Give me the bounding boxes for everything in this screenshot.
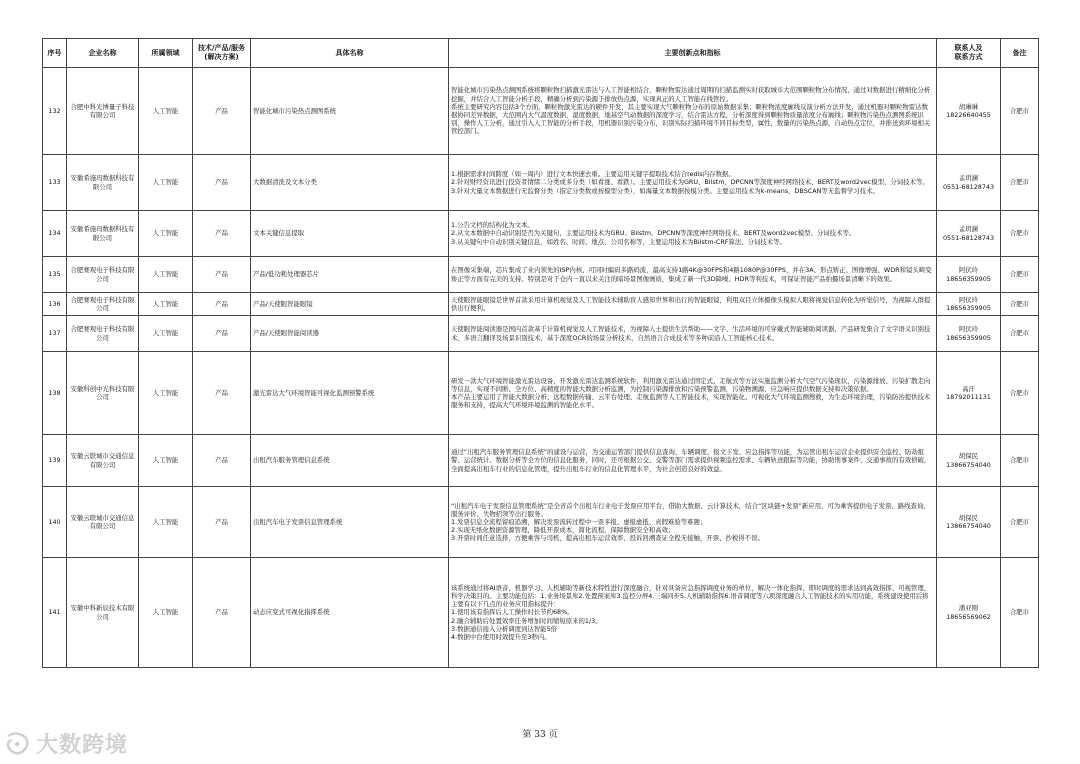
product-name: 出租汽车电子发票信息管理系统 xyxy=(251,487,449,558)
field-domain: 人工智能 xyxy=(139,68,193,155)
table-row xyxy=(43,68,1039,155)
contact-info: 孟玥澜 0551-68128743 xyxy=(937,155,1001,211)
product-type: 产品 xyxy=(193,257,251,293)
row-number: 134 xyxy=(43,211,67,257)
field-domain: 人工智能 xyxy=(139,316,193,352)
header-row xyxy=(43,39,1039,68)
product-type: 产品 xyxy=(193,435,251,487)
header-cell: 序号 xyxy=(43,39,67,68)
innovation-detail: 在图像采集端，芯片集成了业内领先的ISP内核，可同时编码多路码流，最高支持1路4K@30FPS和4路1080P@30FPS，并在3A、形点矫正、图像增强、WDR和镜头畸变矫正等方面有完美的支持。特别是对于仓内一直以来关注的暗场景图像画质，集成了新一代3D降噪、HDR等利技术，可保证智能产品拍摄场景清晰下的效果。 xyxy=(449,257,937,293)
company-name: 合肥中科光博量子科技有限公司 xyxy=(67,68,139,155)
row-number: 132 xyxy=(43,68,67,155)
header-cell: 联系人及 联系方式 xyxy=(937,39,1001,68)
row-number: 137 xyxy=(43,316,67,352)
field-domain: 人工智能 xyxy=(139,558,193,668)
field-domain: 人工智能 xyxy=(139,155,193,211)
company-name: 安徽中科新辰技术有限公司 xyxy=(67,558,139,668)
innovation-detail: 天使眼智能阅读器是国内首款基于计算机视觉及人工智能技术，为视障人士提供生活帮助——文字、生活环境的可穿戴式智能辅助阅读器，产品研发集合了文字语义识别技术、多语言翻译及场景识别技术，基于深度OCR的场景分析技术，自然语言合成技术等多种前沿人工智能核心技术。 xyxy=(449,316,937,352)
product-name: 文本关键信息提取 xyxy=(251,211,449,257)
contact-info: 潘亚刚 18656569062 xyxy=(937,558,1001,668)
remark: 合肥市 xyxy=(1001,257,1039,293)
header-cell: 技术/产品/服务 (解决方案) xyxy=(193,39,251,68)
product-name: 出租汽车服务管理信息系统 xyxy=(251,435,449,487)
field-domain: 人工智能 xyxy=(139,257,193,293)
company-name: 合肥赛观电子科技有限公司 xyxy=(67,257,139,293)
row-number: 141 xyxy=(43,558,67,668)
product-name: 产品/天使眼智能眼镜 xyxy=(251,293,449,316)
innovation-detail: 通过“出租汽车服务管理信息系统”的建设与运营，为交通运管部门提供信息查询、车辆调度、报文下发、应急指挥等功能，为运管出租车运营企业提供安全监控、防劫报警、运营统计、数据分析等全方位的信息化服务，同时，还可根据公交、交警等部门需求提供视频监控需求、车辆轨迹跟踪等功能，协助刑事案件、交通事故的有效侦破，全面提高出租车行业的信息化管理，提升出租车行业的信息化管理水平，为社会创造良好的效益。 xyxy=(449,435,937,487)
contact-info: 阿伏玲 18656359905 xyxy=(937,257,1001,293)
header-cell: 主要创新点和指标 xyxy=(449,39,937,68)
header-cell: 备注 xyxy=(1001,39,1039,68)
remark: 合肥市 xyxy=(1001,558,1039,668)
company-name: 安徽云联城市交通信息有限公司 xyxy=(67,435,139,487)
remark: 合肥市 xyxy=(1001,293,1039,316)
product-type: 产品 xyxy=(193,211,251,257)
contact-info: 高汗 18792011131 xyxy=(937,352,1001,435)
table-row xyxy=(43,293,1039,316)
remark: 合肥市 xyxy=(1001,68,1039,155)
contact-info: 胡保民 13866754040 xyxy=(937,487,1001,558)
product-name: 智能化城市污染热点测图系统 xyxy=(251,68,449,155)
field-domain: 人工智能 xyxy=(139,211,193,257)
field-domain: 人工智能 xyxy=(139,435,193,487)
contact-info: 胡琳琳 18226640455 xyxy=(937,68,1001,155)
product-name: 产品/低功耗处理器芯片 xyxy=(251,257,449,293)
product-name: 激光雷达大气环境智能可视化监测预警系统 xyxy=(251,352,449,435)
product-type: 产品 xyxy=(193,68,251,155)
table-row xyxy=(43,558,1039,668)
row-number: 133 xyxy=(43,155,67,211)
innovation-detail: 研发一款大气环境智能激光雷达设备，开发激光雷达监测系统软件，利用激光雷达通过固定式、走航式等方法实施监测分析大气空气污染现状，污染源排放、污染扩散走向等信息，实现不间断、全方位、高精度的智能大数据分析监测，为控制污染源排放和污染预警监测，污染物溯源、应急响应提供数据支持和决策依据。 本产品主要运用了智能大数据分析、远程数据传输、云平台处理、走航监测等人工智能技术，实现智能化、可视化大气环境监测搜救，为生态环境治理，污染防治提供技术服务和支持，提高大气环境环境监测的智能化水平。 xyxy=(449,352,937,435)
product-name: 产品/天使眼智能阅读器 xyxy=(251,316,449,352)
company-name: 安徽希施玛数据科技有限公司 xyxy=(67,211,139,257)
contact-info: 阿伏玲 18656359905 xyxy=(937,316,1001,352)
company-name: 安徽科创中光科技有限公司 xyxy=(67,352,139,435)
company-name: 合肥赛观电子科技有限公司 xyxy=(67,293,139,316)
enterprise-table xyxy=(42,38,1039,668)
header-cell: 企业名称 xyxy=(67,39,139,68)
table-row xyxy=(43,155,1039,211)
remark: 合肥市 xyxy=(1001,487,1039,558)
row-number: 140 xyxy=(43,487,67,558)
contact-info: 胡保民 13866754040 xyxy=(937,435,1001,487)
product-name: 动态应变式可视化指挥系统 xyxy=(251,558,449,668)
product-type: 产品 xyxy=(193,293,251,316)
innovation-detail: 该系统通过将AI语音、机器学习、人机辅助等新技术特性进行深度融合，针对具备应急指挥调度业务的单位，解决一体化指挥、即时调度的需求达到高效指挥、可视管理、科学决策目的。主要功能包括：1.业务场景库2.处置预案库3.监控分屏4.三端同步5.人机辅助指挥6.语音调度等六项深度融合人工智能技术的实用功能，系统建设使用后将主要有以下几点的业务应用指标提升： 1.使用该有指挥后人工操作时长节约68%。 2.融合辅助后处置效率任务增加时间缩短原来的1/3。 3.数据通信接入分析调度到达智能5倍 4.数据中台使用时效提升至3秒内。 xyxy=(449,558,937,668)
product-type: 产品 xyxy=(193,558,251,668)
innovation-detail: 智能化城市污染热点测图系统将颗粒物扫描激光雷达与人工智能相结合，颗粒物雷达通过周期的扫描监测实时获取城市大范围颗粒物分布情况，通过对数据进行精细化分析挖掘，并结合人工智能分析手段，精确分析到污染源于排放热点源，实现真正的人工智能在线管控。 系统主要研究内容包括3个方面，颗粒物激光雷达的硬件开发，其主要实现大气颗粒物分布的原始数据采集；颗粒物浓度廓线反演分析方法开发，通过机器对颗粒物雷达数据协同差异数据，大范围内大气温度数据，湿度数据，地基空气动数据的深度学习，结合雷达方程，分析深度得到颗粒物质量浓度分布廓线；颗粒物污染热点测图系统识别，操作人工分析，通过引入人工智能的分析手段，用机器识别污染分布，识别实际扫描环境不同目标类型，属性，数量的污染热点源，自动热点定位，并推送到环境相关管控部门。 xyxy=(449,68,937,155)
row-number: 138 xyxy=(43,352,67,435)
watermark-text: 大数跨境 xyxy=(36,733,129,758)
page-number: 第 33 页 xyxy=(522,730,558,740)
product-type: 产品 xyxy=(193,316,251,352)
product-type: 产品 xyxy=(193,487,251,558)
innovation-detail: 1.根据需求时间跨度（如一周内）进行文本快速去重。主要运用关键字提取技术结合redis内存数据。 2.针对财经资讯进行投资者情绪二分类或多分类（如看涨、看跌）。主要运用技术为GRU、Bilstm、DPCNN等深度神经网络技术、BERT及word2vec模型、分词技术等。 3.针对大量文本数据进行无监督分类（指定分类数或按模型分类），如海量文本数据按模分类。主要运用技术为k-means、DBSCAN等无监督学习技术。 xyxy=(449,155,937,211)
product-type: 产品 xyxy=(193,155,251,211)
header-cell: 具体名称 xyxy=(251,39,449,68)
table-row xyxy=(43,435,1039,487)
innovation-detail: “出租汽车电子发票信息管理系统”是全省首个出租车行业电子发票应用平台，借助大数据、云计算技术，结合“区块链+发票”新应用，可为乘客提供电子发票、路线查询、服务评价、失物招领等出行服务。 1.发票信息全流程留痕追溯，解决发票流转过程中一票多报、虚报虚抵、真假难验等难题； 2.实现无纸化数据资源管理，降低开票成本，简化流程，保障数据安全和高效； 3.开票时间任意选择，方便乘客与司机，提高出租车运营效率，投诉回溯查证全程无接触，开票、抄税得不误。 xyxy=(449,487,937,558)
company-name: 安徽希施玛数据科技有限公司 xyxy=(67,155,139,211)
table-row xyxy=(43,487,1039,558)
row-number: 136 xyxy=(43,293,67,316)
table-row xyxy=(43,257,1039,293)
innovation-detail: 天使眼智能眼镜是世界首款采用计算机视觉及人工智能技术辅助盲人感知世界和出行的智能眼镜，利用双目立体摄像头模拟人眼将视觉信息转化为听觉信号，为视障人群提供出行便利。 xyxy=(449,293,937,316)
header-cell: 所属领域 xyxy=(139,39,193,68)
field-domain: 人工智能 xyxy=(139,352,193,435)
innovation-detail: 1.公告文档的结构化为文本。 2.从文本数据中自动识别是否为关键句，主要运用技术为GRU、Bilstm、DPCNN等深度神经网络技术、BERT及word2vec模型、分词技术等。 3.从关键句中自动识别关键信息，如姓名、时间、地点、公司名称等，主要运用技术为Bilstm-CRF算法、分词技术等。 xyxy=(449,211,937,257)
product-name: 大数据清洗及文本分类 xyxy=(251,155,449,211)
table-row xyxy=(43,352,1039,435)
company-name: 安徽云联城市交通信息有限公司 xyxy=(67,487,139,558)
remark: 合肥市 xyxy=(1001,352,1039,435)
table-row xyxy=(43,316,1039,352)
remark: 合肥市 xyxy=(1001,211,1039,257)
product-type: 产品 xyxy=(193,352,251,435)
table-row xyxy=(43,211,1039,257)
row-number: 139 xyxy=(43,435,67,487)
field-domain: 人工智能 xyxy=(139,487,193,558)
contact-info: 孟玥澜 0551-68128743 xyxy=(937,211,1001,257)
remark: 合肥市 xyxy=(1001,316,1039,352)
contact-info: 阿伏玲 18656359905 xyxy=(937,293,1001,316)
remark: 合肥市 xyxy=(1001,435,1039,487)
remark: 合肥市 xyxy=(1001,155,1039,211)
row-number: 135 xyxy=(43,257,67,293)
company-name: 合肥赛观电子科技有限公司 xyxy=(67,316,139,352)
field-domain: 人工智能 xyxy=(139,293,193,316)
